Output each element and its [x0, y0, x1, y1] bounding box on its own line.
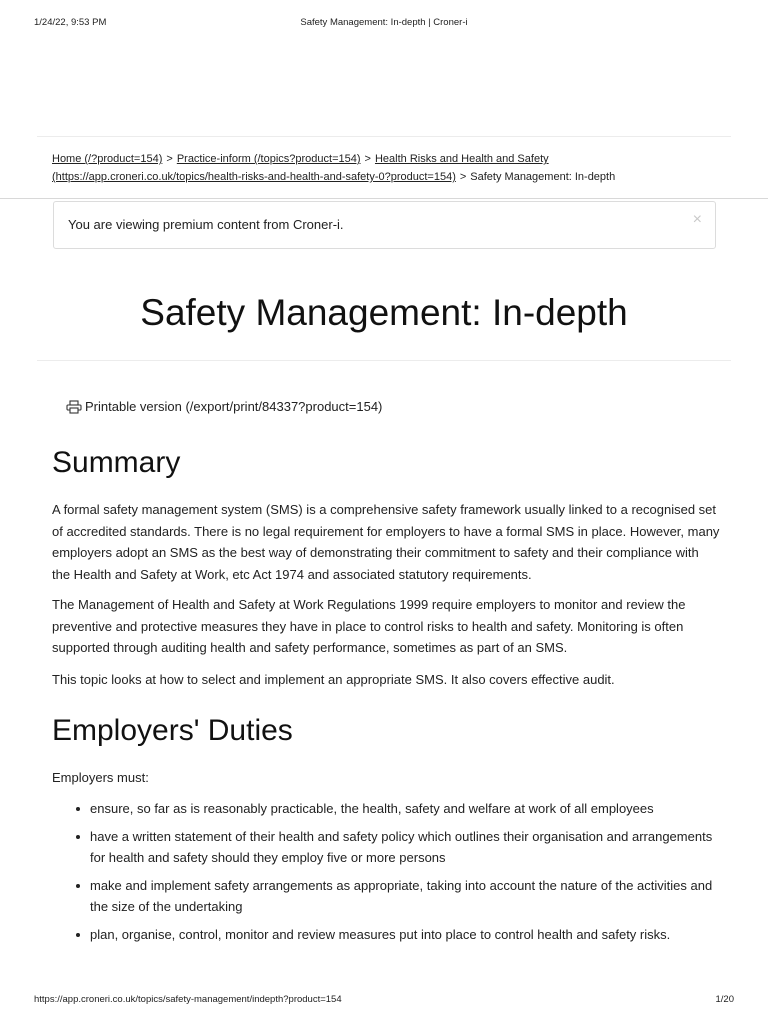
- printable-version-link[interactable]: [66, 399, 382, 414]
- page-counter: 1/20: [715, 994, 734, 1005]
- page-title: Safety Management: In-depth: [140, 292, 628, 333]
- breadcrumb-home-link[interactable]: Home (/?product=154): [52, 153, 163, 165]
- breadcrumb-separator: >: [166, 153, 173, 165]
- breadcrumb-current: Safety Management: In-depth: [470, 171, 616, 183]
- premium-content-alert: [53, 201, 716, 249]
- list-item: make and implement safety arrangements as appropriate, taking into account the nature of the activities and the size of the undertaking: [52, 875, 720, 918]
- breadcrumb-health-risks-link[interactable]: Health Risks and Health and Safety: [374, 153, 549, 165]
- duties-list: [52, 798, 720, 951]
- list-item: have a written statement of their health and safety policy which outlines their organisation and arrangements for health and safety should they employ five or more persons: [52, 826, 720, 869]
- breadcrumb: [52, 150, 692, 186]
- print-footer: [34, 994, 734, 1008]
- close-icon[interactable]: ×: [692, 211, 702, 228]
- summary-paragraph: The Management of Health and Safety at Work Regulations 1999 require employers to monitor and review the preventive and protective measures they have in place to control risks to health and safety. Monitoring is often supported through auditing health and safety performance, sometimes as part of an SMS.: [52, 597, 686, 655]
- summary-heading: Summary: [52, 446, 181, 479]
- print-footer-url: https://app.croneri.co.uk/topics/safety-management/indepth?product=154: [34, 994, 342, 1005]
- summary-paragraph: A formal safety management system (SMS) is a comprehensive safety framework usually linked to a recognised set of accredited standards. There is no legal requirement for employers to have a formal SMS in place. However, many employers adopt an SMS as the best way of demonstrating their commitment to safety and their compliance with the Health and Safety at Work, etc Act 1974 and associated statutory requirements.: [52, 502, 720, 582]
- employers-duties-heading: Employers' Duties: [52, 714, 293, 747]
- print-document-title: Safety Management: In-depth | Croner-i: [300, 17, 468, 28]
- list-item: ensure, so far as is reasonably practicable, the health, safety and welfare at work of all employees: [52, 798, 720, 820]
- breadcrumb-separator: >: [459, 171, 467, 183]
- printable-version-label: Printable version (/export/print/84337?product=154): [85, 399, 383, 414]
- print-header: [34, 17, 734, 31]
- printer-icon: [66, 400, 82, 414]
- list-item: plan, organise, control, monitor and review measures put into place to control health and safety risks.: [52, 924, 720, 946]
- top-divider: [37, 136, 731, 137]
- duties-intro: Employers must:: [52, 770, 149, 785]
- breadcrumb-separator: >: [364, 153, 371, 165]
- breadcrumb-divider: [0, 198, 768, 199]
- print-date: 1/24/22, 9:53 PM: [34, 17, 107, 28]
- breadcrumb-health-risks-url-link[interactable]: (https://app.croneri.co.uk/topics/health-risks-and-health-and-safety-0?product=154): [52, 171, 456, 183]
- breadcrumb-practice-inform-link[interactable]: Practice-inform (/topics?product=154): [176, 153, 361, 165]
- summary-paragraph: This topic looks at how to select and implement an appropriate SMS. It also covers effective audit.: [52, 672, 615, 687]
- alert-message: You are viewing premium content from Croner-i.: [68, 217, 344, 232]
- title-divider: [37, 360, 731, 361]
